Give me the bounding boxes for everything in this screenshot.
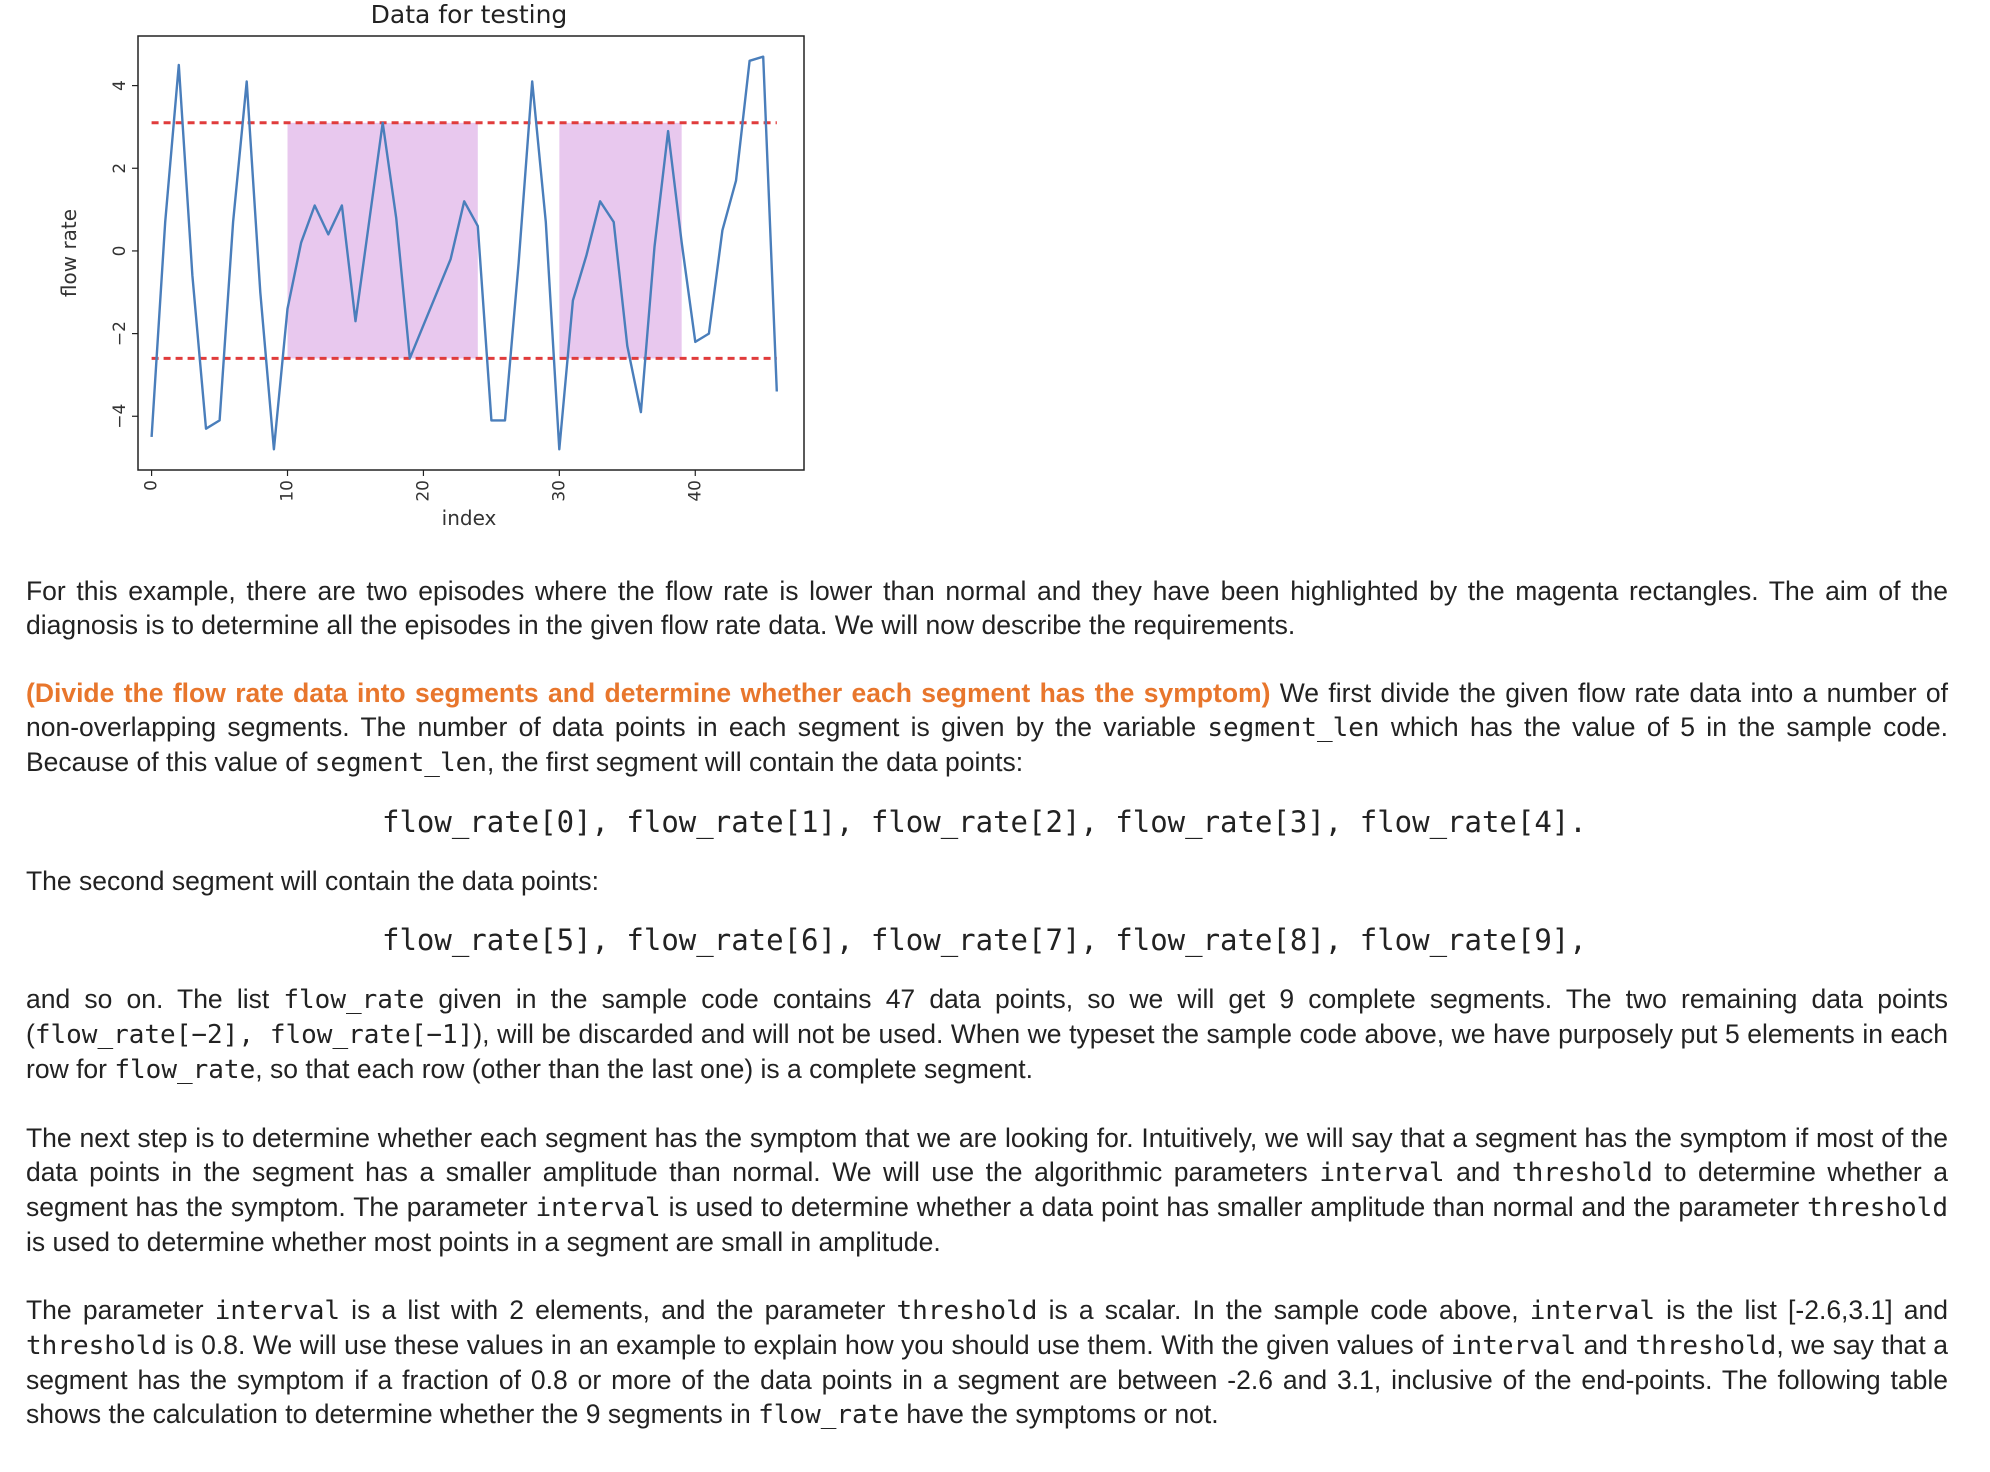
chart-title: Data for testing xyxy=(370,0,568,29)
x-tick-label: 10 xyxy=(277,480,298,502)
y-tick-label: 2 xyxy=(110,162,130,174)
text-run: The second segment will contain the data points: xyxy=(26,866,600,896)
y-ticks xyxy=(110,80,138,429)
y-axis-label: flow rate xyxy=(57,208,81,298)
text-run: have the symptoms or not. xyxy=(899,1399,1219,1429)
text-run: is the list [-2.6,3.1] and xyxy=(1655,1295,1948,1325)
y-tick-label: −4 xyxy=(110,403,130,429)
x-tick-label: 30 xyxy=(549,480,570,502)
x-axis-label: index xyxy=(441,506,497,530)
paragraph-symptom xyxy=(26,1121,1948,1259)
text-run: to determine whether a segment has the symptom. The parameter xyxy=(26,1157,1948,1222)
text-run: which has the value of 5 in the sample code. Because of this value of xyxy=(26,712,1948,777)
intro-text: For this example, there are two episodes where the flow rate is lower than normal and they have been highlighted by the magenta rectangles. The aim of the diagnosis is to determine all the episodes in the given flow rate data. We will now describe the requirements. xyxy=(26,576,1948,640)
code-interval: interval xyxy=(214,1296,341,1326)
x-tick-label: 0 xyxy=(141,480,162,491)
y-tick-label: 4 xyxy=(110,80,130,92)
paragraph-second-segment xyxy=(26,864,1948,898)
text-run: is 0.8. We will use these values in an example to explain how you should use them. With the given values of xyxy=(166,1330,1451,1360)
equation-first-segment: flow_rate[0], flow_rate[1], flow_rate[2], flow_rate[3], flow_rate[4]. xyxy=(382,805,1587,839)
code-segment-len: segment_len xyxy=(314,748,487,778)
text-run: The next step is to determine whether each segment has the symptom that we are looking for. Intuitively, we will say that a segment has the symptom if most of the data points in the segment has a smaller amplitude than normal. We will use the algorithmic parameters xyxy=(26,1123,1948,1187)
text-run: is a list with 2 elements, and the parameter xyxy=(340,1295,897,1325)
text-run: , we say that a segment has the symptom if a fraction of 0.8 or more of the data points in a segment are between -2.6 and 3.1, inclusive of the end-points. The following table shows the calculation to determine whether the 9 segments in xyxy=(26,1330,1948,1429)
code-flow-rate: flow_rate xyxy=(758,1400,899,1430)
y-tick-label: 0 xyxy=(110,245,130,257)
paragraph-segments xyxy=(26,676,1948,780)
x-ticks xyxy=(142,470,706,502)
code-threshold: threshold xyxy=(896,1296,1038,1326)
code-interval: interval xyxy=(1450,1331,1577,1361)
paragraph-parameters xyxy=(26,1293,1948,1432)
document-body xyxy=(26,574,1948,1432)
equation-second-segment: flow_rate[5], flow_rate[6], flow_rate[7], flow_rate[8], flow_rate[9], xyxy=(382,923,1587,957)
highlight-rect xyxy=(559,123,681,359)
code-flow-rate: flow_rate xyxy=(283,985,425,1015)
code-flow-rate: flow_rate xyxy=(114,1055,256,1085)
code-segment-len: segment_len xyxy=(1207,713,1380,743)
code-threshold: threshold xyxy=(1807,1193,1948,1223)
paragraph-discard xyxy=(26,982,1948,1087)
text-run: is used to determine whether most points in a segment are small in amplitude. xyxy=(26,1227,941,1257)
x-tick-label: 40 xyxy=(685,480,706,502)
text-run: is a scalar. In the sample code above, xyxy=(1037,1295,1530,1325)
code-threshold: threshold xyxy=(1511,1158,1653,1188)
text-run: , the first segment will contain the data points: xyxy=(486,747,1024,777)
highlight-rect xyxy=(288,123,478,359)
code-interval: interval xyxy=(535,1193,661,1223)
x-tick-label: 20 xyxy=(413,480,434,502)
text-run: ), will be discarded and will not be used. When we typeset the sample code above, we have purposely put 5 elements in each row for xyxy=(26,1019,1948,1084)
code-interval: interval xyxy=(1319,1158,1445,1188)
code-interval: interval xyxy=(1529,1296,1655,1326)
code-threshold: threshold xyxy=(26,1331,167,1361)
code-threshold: threshold xyxy=(1635,1331,1777,1361)
text-run: and xyxy=(1576,1330,1636,1360)
text-run: and xyxy=(1444,1157,1512,1187)
text-run: is used to determine whether a data point has smaller amplitude than normal and the parameter xyxy=(660,1192,1808,1222)
chart-svg xyxy=(0,0,830,540)
text-run: given in the sample code contains 47 data points, so we will get 9 complete segments. The two remaining data points ( xyxy=(26,984,1948,1049)
text-run: and so on. The list xyxy=(26,984,284,1014)
paragraph-intro xyxy=(26,574,1948,642)
section-heading: (Divide the flow rate data into segments and determine whether each segment has the symptom) xyxy=(26,678,1271,708)
y-tick-label: −2 xyxy=(110,321,130,347)
text-run: The parameter xyxy=(26,1295,215,1325)
text-run: We first divide the given flow rate data into a number of non-overlapping segments. The number of data points in each segment is given by the variable xyxy=(26,678,1948,742)
text-run: , so that each row (other than the last one) is a complete segment. xyxy=(255,1054,1034,1084)
flow-rate-chart xyxy=(0,0,830,540)
code-flow-rate-tail: flow_rate[−2], flow_rate[−1] xyxy=(34,1020,474,1050)
